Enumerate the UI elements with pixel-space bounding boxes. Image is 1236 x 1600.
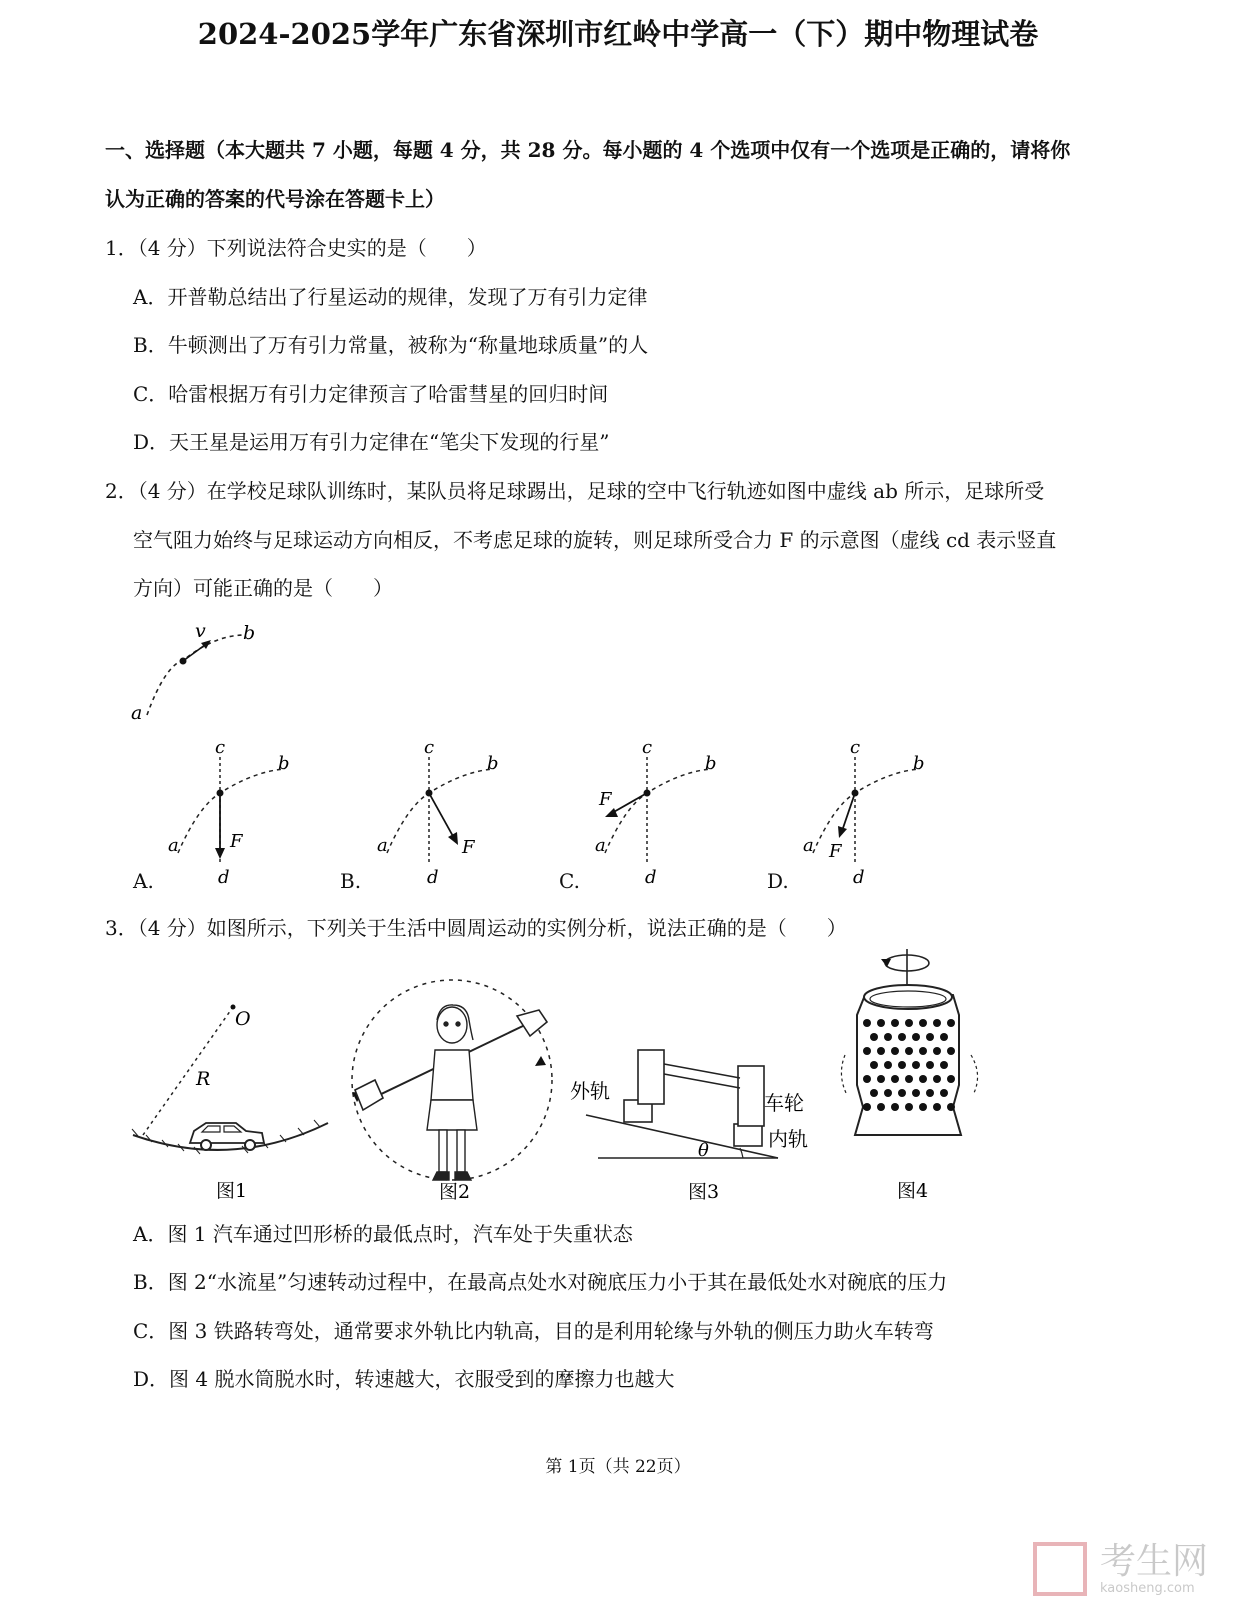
drum-hole bbox=[905, 1019, 913, 1027]
drum-hole bbox=[940, 1033, 948, 1041]
q2-option-d-figure bbox=[795, 735, 945, 890]
q1-option-c: C．哈雷根据万有引力定律预言了哈雷彗星的回归时间 bbox=[133, 382, 609, 406]
q2b-label-d: d bbox=[427, 867, 439, 888]
q3-option-d: D．图 4 脱水筒脱水时，转速越大，衣服受到的摩擦力也越大 bbox=[133, 1367, 675, 1391]
q2d-label-a: a bbox=[803, 835, 814, 856]
drum-hole bbox=[863, 1075, 871, 1083]
watermark-logo-icon bbox=[1033, 1542, 1087, 1596]
drum-hole bbox=[912, 1089, 920, 1097]
q2c-label-d: d bbox=[645, 867, 657, 888]
watermark-en: kaosheng.com bbox=[1099, 1580, 1195, 1596]
drum-hole bbox=[919, 1103, 927, 1111]
drum-hole bbox=[898, 1033, 906, 1041]
q2c-label-c: c bbox=[642, 737, 653, 758]
q3-option-a: A．图 1 汽车通过凹形桥的最低点时，汽车处于失重状态 bbox=[133, 1222, 633, 1246]
q2-label-b: b bbox=[243, 622, 256, 644]
q2d-label-F: F bbox=[829, 841, 842, 862]
drum-hole bbox=[891, 1019, 899, 1027]
drum-hole bbox=[940, 1061, 948, 1069]
q2a-label-b: b bbox=[278, 753, 290, 774]
drum-hole bbox=[891, 1103, 899, 1111]
q2c-label-a: a bbox=[595, 835, 606, 856]
girl-figure bbox=[427, 1005, 477, 1180]
drum-hole bbox=[884, 1061, 892, 1069]
q3-label-wheel: 车轮 bbox=[764, 1091, 804, 1115]
q3-figure-1-bridge bbox=[128, 995, 338, 1210]
q3-figure-2-water-meteor bbox=[345, 970, 560, 1210]
drum-hole bbox=[877, 1103, 885, 1111]
drum-hole bbox=[926, 1061, 934, 1069]
drum-hole bbox=[919, 1047, 927, 1055]
q2a-label-F: F bbox=[230, 831, 243, 852]
drum-hole bbox=[919, 1019, 927, 1027]
drum-hole bbox=[863, 1103, 871, 1111]
drum-hole bbox=[947, 1047, 955, 1055]
q3-caption-4: 图4 bbox=[897, 1180, 929, 1202]
q2-option-b-figure bbox=[369, 735, 519, 890]
drum-hole bbox=[884, 1089, 892, 1097]
q2-label-v: v bbox=[195, 620, 206, 642]
drum-hole bbox=[884, 1033, 892, 1041]
q2-stem-line1: 2．（4 分）在学校足球队训练时，某队员将足球踢出，足球的空中飞行轨迹如图中虚线 ab 所示，足球所受 bbox=[105, 479, 1045, 503]
q3-label-theta: θ bbox=[698, 1140, 709, 1161]
drum-hole bbox=[863, 1047, 871, 1055]
q2d-label-d: d bbox=[853, 867, 865, 888]
q2c-label-F: F bbox=[599, 789, 612, 810]
drum-hole bbox=[877, 1075, 885, 1083]
q2b-label-b: b bbox=[487, 753, 499, 774]
car-icon bbox=[190, 1123, 264, 1150]
watermark-cn: 考生网 bbox=[1099, 1540, 1208, 1582]
q2-label-a: a bbox=[131, 702, 143, 724]
drum-hole bbox=[898, 1061, 906, 1069]
q3-label-O: O bbox=[235, 1008, 251, 1030]
q2a-label-d: d bbox=[218, 867, 230, 888]
q2b-label-F: F bbox=[462, 837, 475, 858]
q2-stem-line3: 方向）可能正确的是（ ） bbox=[133, 576, 393, 600]
q2-option-c-label: C. bbox=[559, 869, 580, 893]
q2-option-a-label: A. bbox=[133, 869, 154, 893]
drum-hole bbox=[926, 1089, 934, 1097]
q3-option-b: B．图 2“水流星”匀速转动过程中，在最高点处水对碗底压力小于其在最低处水对碗底的压力 bbox=[133, 1270, 948, 1294]
drum-hole bbox=[863, 1019, 871, 1027]
drum-hole bbox=[912, 1033, 920, 1041]
drum-hole bbox=[898, 1089, 906, 1097]
q2a-label-c: c bbox=[215, 737, 226, 758]
q3-option-c: C．图 3 铁路转弯处，通常要求外轨比内轨高，目的是利用轮缘与外轨的侧压力助火车转弯 bbox=[133, 1319, 934, 1343]
section-heading-line2: 认为正确的答案的代号涂在答题卡上） bbox=[105, 187, 445, 211]
section-heading-line1: 一、选择题（本大题共 7 小题，每题 4 分，共 28 分。每小题的 4 个选项中仅有一个选项是正确的，请将你 bbox=[105, 138, 1071, 162]
q3-stem: 3．（4 分）如图所示，下列关于生活中圆周运动的实例分析，说法正确的是（ ） bbox=[105, 916, 847, 940]
page-footer: 第 1页（共 22页） bbox=[545, 1457, 691, 1477]
q2-option-b-label: B. bbox=[340, 869, 362, 893]
q2d-label-c: c bbox=[850, 737, 861, 758]
q2-trajectory-figure bbox=[125, 615, 265, 725]
q2a-label-a: a bbox=[168, 835, 179, 856]
q1-option-b: B．牛顿测出了万有引力常量，被称为“称量地球质量”的人 bbox=[133, 333, 649, 357]
q2-option-c-figure bbox=[587, 735, 737, 890]
q2b-label-c: c bbox=[424, 737, 435, 758]
drum-hole bbox=[870, 1033, 878, 1041]
q1-stem: 1．（4 分）下列说法符合史实的是（ ） bbox=[105, 236, 487, 260]
drum-hole bbox=[877, 1047, 885, 1055]
q3-label-outer-rail: 外轨 bbox=[570, 1079, 610, 1103]
drum-hole bbox=[919, 1075, 927, 1083]
q1-option-d: D．天王星是运用万有引力定律在“笔尖下发现的行星” bbox=[133, 430, 610, 454]
watermark bbox=[1033, 1542, 1208, 1596]
drum-hole bbox=[933, 1047, 941, 1055]
q2b-label-a: a bbox=[377, 835, 388, 856]
q3-label-R: R bbox=[196, 1068, 211, 1090]
q2d-label-b: b bbox=[913, 753, 925, 774]
q2-option-a-figure bbox=[160, 735, 310, 890]
q3-caption-3: 图3 bbox=[688, 1181, 720, 1203]
q2-option-d-label: D. bbox=[767, 869, 789, 893]
drum-hole bbox=[905, 1103, 913, 1111]
q2c-label-b: b bbox=[705, 753, 717, 774]
q3-label-inner-rail: 内轨 bbox=[768, 1127, 808, 1151]
q3-caption-2: 图2 bbox=[439, 1181, 471, 1203]
drum-hole bbox=[933, 1103, 941, 1111]
drum-hole bbox=[947, 1103, 955, 1111]
drum-hole bbox=[933, 1075, 941, 1083]
drum-hole bbox=[912, 1061, 920, 1069]
page-title: 2024-2025学年广东省深圳市红岭中学高一（下）期中物理试卷 bbox=[197, 17, 1039, 51]
drum-hole bbox=[891, 1047, 899, 1055]
drum-hole bbox=[940, 1089, 948, 1097]
drum-hole bbox=[947, 1075, 955, 1083]
q3-caption-1: 图1 bbox=[216, 1180, 248, 1202]
q2-stem-line2: 空气阻力始终与足球运动方向相反，不考虑足球的旋转，则足球所受合力 F 的示意图（虚线 cd 表示竖直 bbox=[133, 528, 1057, 552]
drum-hole bbox=[947, 1019, 955, 1027]
drum-hole bbox=[870, 1061, 878, 1069]
drum-hole bbox=[891, 1075, 899, 1083]
drum-hole bbox=[870, 1089, 878, 1097]
drum-hole bbox=[905, 1075, 913, 1083]
drum-hole bbox=[877, 1019, 885, 1027]
drum-hole bbox=[926, 1033, 934, 1041]
q3-figure-3-railway bbox=[568, 1040, 828, 1210]
q3-figure-4-dryer bbox=[835, 945, 1000, 1210]
drum-hole bbox=[905, 1047, 913, 1055]
q1-option-a: A．开普勒总结出了行星运动的规律，发现了万有引力定律 bbox=[133, 285, 648, 309]
drum-hole bbox=[933, 1019, 941, 1027]
